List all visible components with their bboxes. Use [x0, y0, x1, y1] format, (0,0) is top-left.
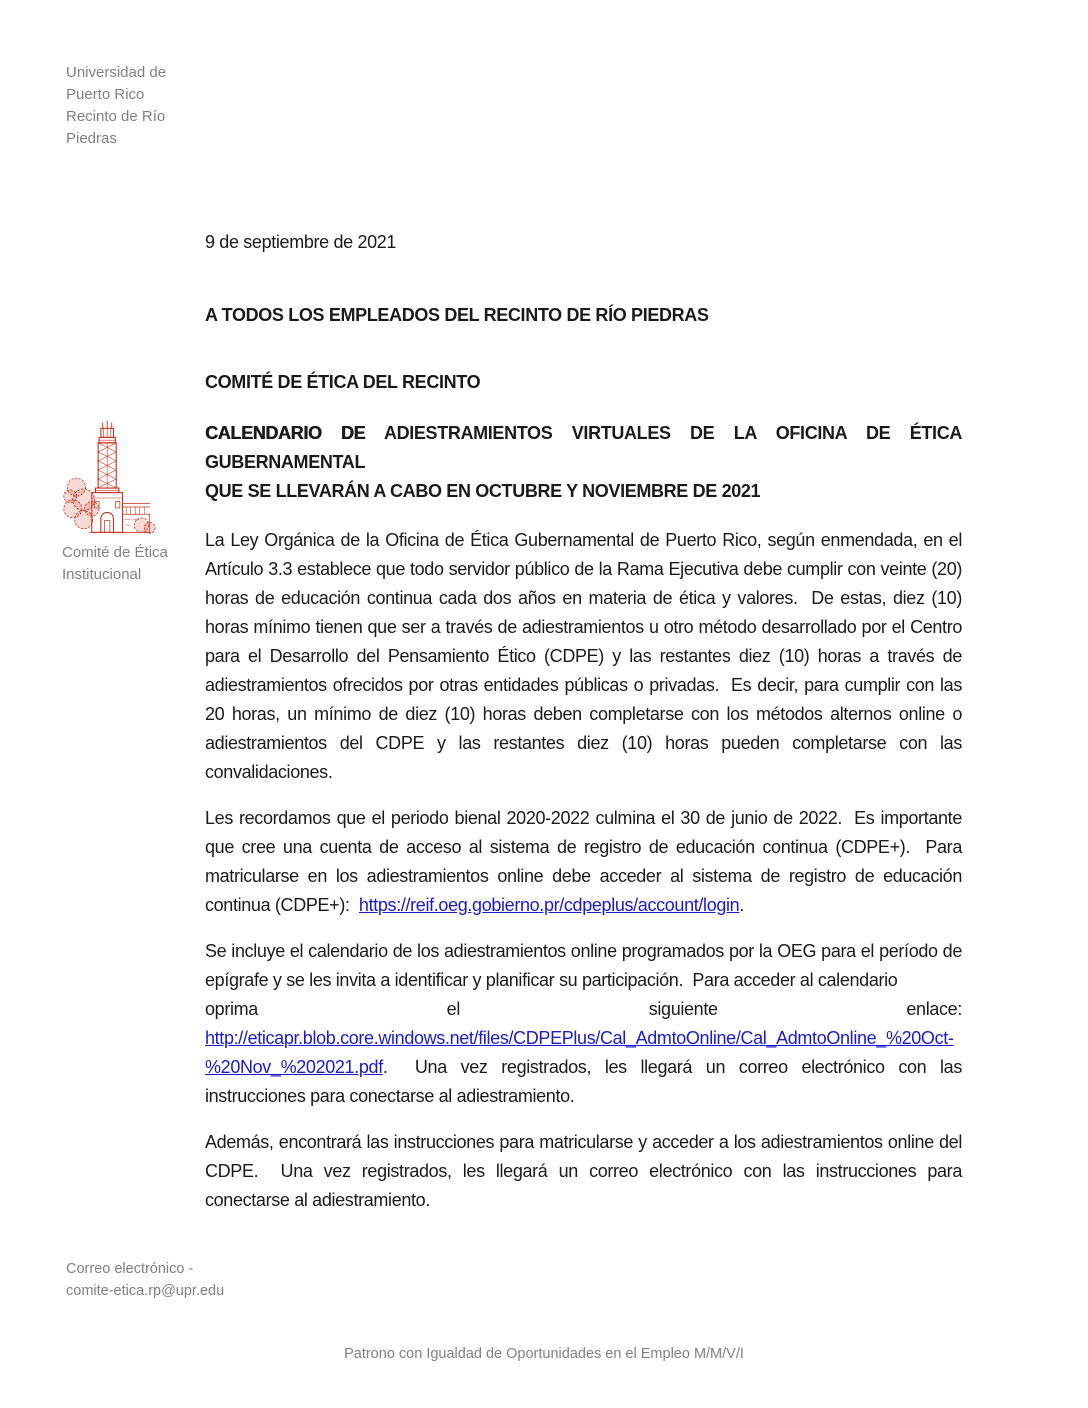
contact-email	[66, 1258, 224, 1302]
spread-word: siguiente	[648, 999, 718, 1019]
cdpe-login-link[interactable]: https://reif.oeg.gobierno.pr/cdpeplus/account/login	[358, 895, 740, 915]
university-name-line: Puerto Rico	[66, 86, 145, 103]
tower-sketch-icon	[62, 420, 156, 538]
university-name-line: Universidad de	[66, 64, 167, 81]
paragraph-2-after: .	[739, 895, 744, 915]
paragraph-2-text: Les recordamos que el periodo bienal 2020-2022 culmina el 30 de junio de 2022. Es importante que cree una cuenta de acceso al sistema de registro de educación continua (CDPE+). Para matricularse en los adiestramientos online debe acceder al sistema de registro de educación continua (CDPE+):	[205, 808, 967, 915]
equal-opportunity-footer: Patrono con Igualdad de Oportunidades en el Empleo M/M/V/I	[344, 1346, 744, 1362]
subject-rest: ADIESTRAMIENTOS VIRTUALES DE LA OFICINA DE ÉTICA GUBERNAMENTAL	[205, 423, 962, 472]
subject-lead: CALENDARIO DE	[205, 423, 384, 443]
logo-caption-line: Institucional	[62, 566, 142, 583]
recipient-heading: A TODOS LOS EMPLEADOS DEL RECINTO DE RÍO PIEDRAS	[205, 305, 709, 325]
subject-line-1	[205, 419, 962, 477]
contact-email-line: Correo electrónico -	[66, 1261, 194, 1277]
subject-line-2: QUE SE LLEVARÁN A CABO EN OCTUBRE Y NOVIEMBRE DE 2021	[205, 481, 761, 501]
university-name-line: Recinto de Río	[66, 108, 166, 125]
sender-heading: COMITÉ DE ÉTICA DEL RECINTO	[205, 372, 481, 392]
spread-word: enlace:	[906, 999, 962, 1019]
subject-heading	[205, 419, 962, 506]
university-name-line: Piedras	[66, 130, 117, 147]
logo-caption	[62, 542, 208, 586]
paragraph-3-after: . Una vez registrados, les llegará un correo electrónico con las instrucciones para conectarse al adiestramiento.	[205, 1057, 967, 1106]
ethics-committee-logo	[58, 420, 208, 586]
email-address: comite-etica.rp@upr.edu	[66, 1283, 225, 1299]
paragraph-3: Se incluye el calendario de los adiestramientos online programados por la OEG para el período de epígrafe y se les invita a identificar y planificar su participación. Para acceder al calendario	[205, 941, 967, 990]
paragraph-4: Además, encontrará las instrucciones para matricularse y acceder a los adiestramientos online del CDPE. Una vez registrados, les llegará un correo electrónico con las instrucciones para conectarse al adiestramiento.	[205, 1132, 967, 1210]
paragraph-2	[205, 804, 967, 920]
date-line: 9 de septiembre de 2021	[205, 232, 397, 252]
spread-word: oprima	[205, 999, 258, 1019]
letter-body	[205, 228, 967, 1232]
paragraph-1: La Ley Orgánica de la Oficina de Ética Gubernamental de Puerto Rico, según enmendada, en el Artículo 3.3 establece que todo servidor público de la Rama Ejecutiva debe cumplir con veinte (20) horas de educación continua cada dos años en materia de ética y valores. De estas, diez (10) horas mínimo tienen que ser a través de adiestramientos u otro método desarrollado por el Centro para el Desarrollo del Pensamiento Ético (CDPE) y las restantes diez (10) horas a través de adiestramientos ofrecidos por otras entidades públicas o privadas. Es decir, para cumplir con las 20 horas, un mínimo de diez (10) horas deben completarse con los métodos alternos online o adiestramientos del CDPE y las restantes diez (10) horas pueden completarse con las convalidaciones.	[205, 530, 967, 782]
paragraph-3-continued	[205, 1024, 967, 1111]
logo-caption-line: Comité de Ética	[62, 544, 168, 561]
paragraph-3-spread-line	[205, 995, 962, 1024]
calendar-pdf-link[interactable]: http://eticapr.blob.core.windows.net/files/CDPEPlus/Cal_AdmtoOnline/Cal_AdmtoOnline_%20Oct-%20Nov_%202021.pdf	[205, 1028, 954, 1077]
spread-word: el	[446, 999, 460, 1019]
university-name	[66, 62, 216, 150]
